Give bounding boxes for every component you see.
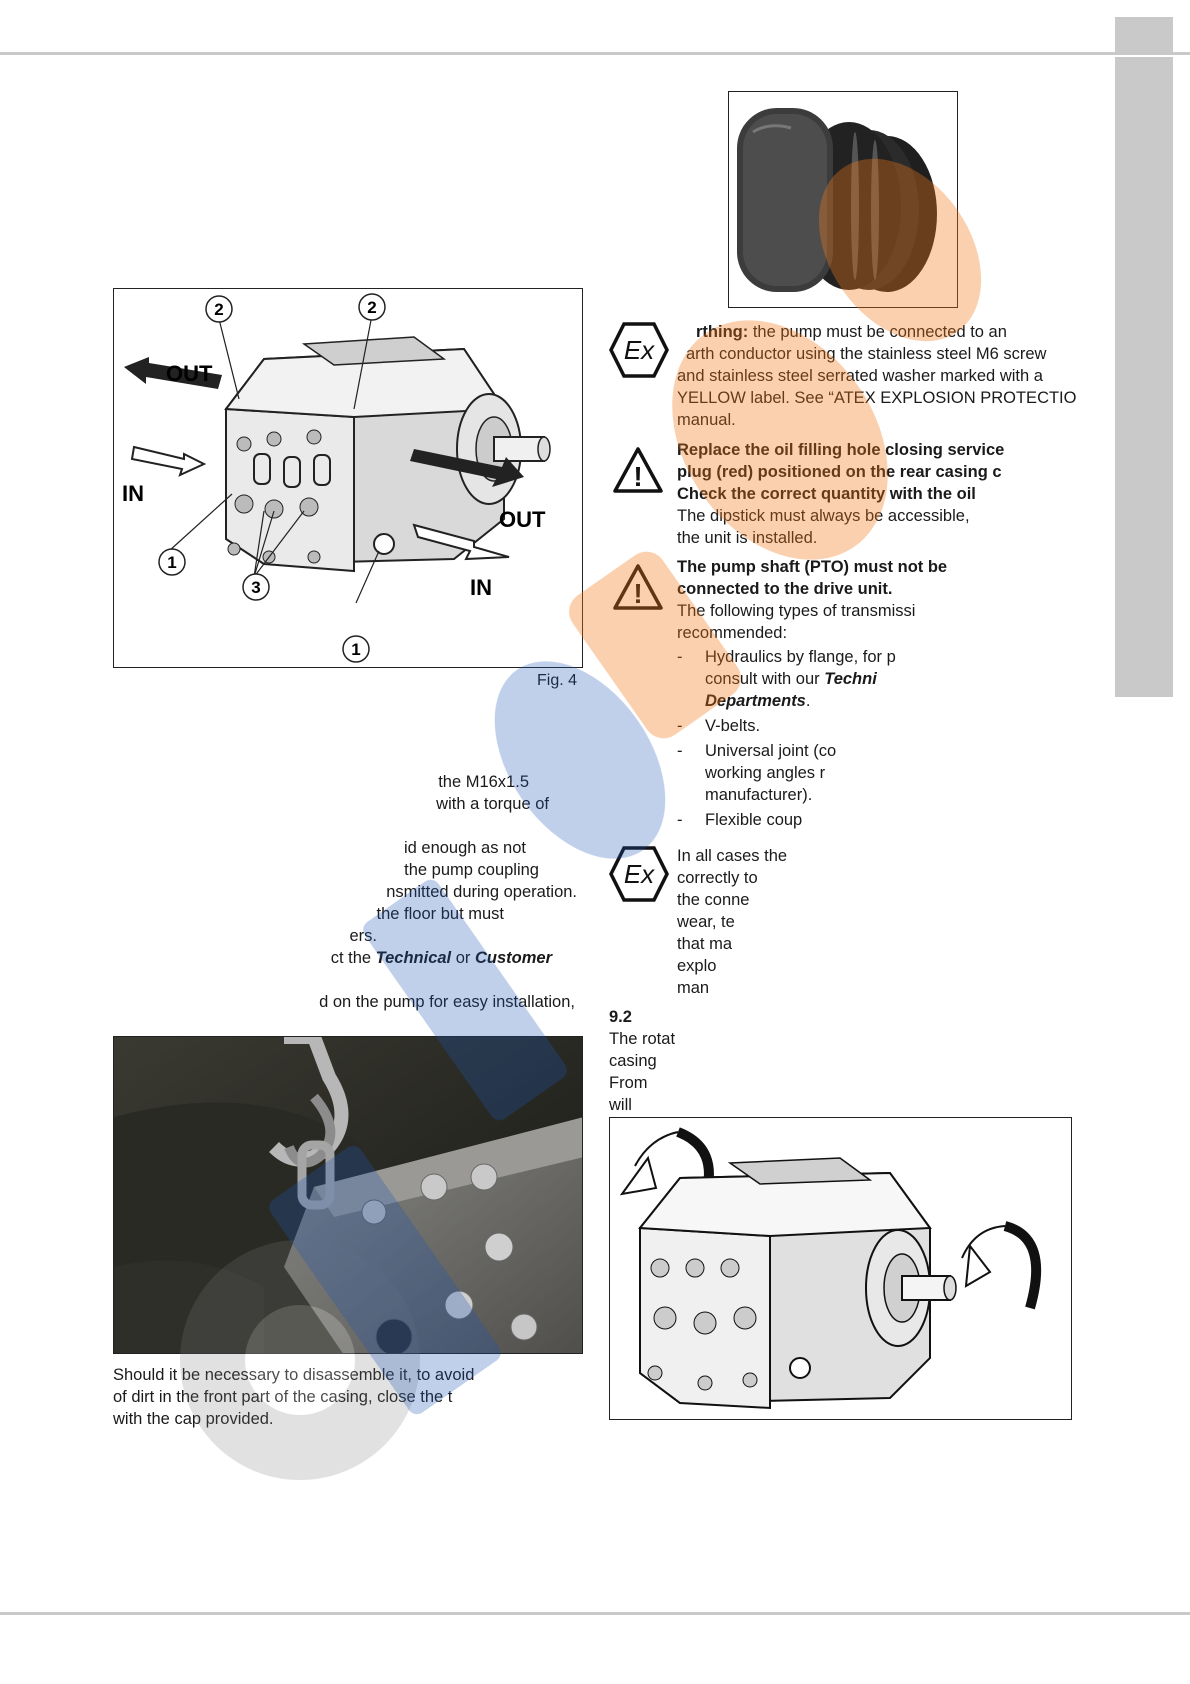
left-line-3: id enough as not [403, 839, 526, 857]
list-dash: - [677, 648, 683, 666]
section-line-2: casing [609, 1052, 657, 1070]
left-line-9: d on the pump for easy installation, [319, 993, 575, 1011]
shaft-bold-2: connected to the drive unit. [677, 580, 893, 598]
chapter-side-tab [1115, 17, 1173, 697]
oil-bold-2: plug (red) positioned on the rear casing c [677, 463, 1002, 481]
left-line-8: ct the Technical or Customer [330, 949, 552, 967]
fig4-label-3: 3 [251, 578, 261, 597]
bottom-para-line-1: Should it be necessary to disassemble it, to avoid [113, 1366, 475, 1384]
section-number: 9.2 [609, 1008, 632, 1026]
left-line-6: the floor but must [376, 905, 504, 923]
left-line-1: the M16x1.5 [438, 773, 529, 791]
plug-photo [728, 91, 958, 308]
shaft-line-3: The following types of transmissi [677, 602, 916, 620]
allcases-line-3: the conne [677, 891, 750, 909]
allcases-line-2: correctly to [677, 869, 758, 887]
list-item-1-line-1: Hydraulics by flange, for p [705, 648, 896, 666]
bottom-rule [0, 1612, 1190, 1615]
list-item-3-line-3: manufacturer). [705, 786, 813, 804]
rotation-direction-figure [609, 1117, 1072, 1420]
technical-dept-link: Technical [375, 949, 452, 967]
list-item-1-line-3: Departments. [705, 692, 811, 710]
fig4-label-2b: 2 [367, 298, 377, 317]
list-item-2: V-belts. [705, 717, 761, 735]
warning-icon [612, 563, 664, 611]
fig4-caption: Fig. 4 [537, 672, 578, 689]
fig4-label-in-left: IN [122, 481, 144, 506]
allcases-line-5: that ma [677, 935, 733, 953]
section-line-3: From [609, 1074, 648, 1092]
list-item-3-line-2: working angles r [705, 764, 826, 782]
lifting-hook-photo [113, 1036, 583, 1354]
svg-text:!: ! [633, 578, 643, 609]
earthing-line-5: manual. [677, 411, 736, 429]
bottom-para-line-3: with the cap provided. [113, 1410, 274, 1428]
allcases-line-4: wear, te [677, 913, 735, 931]
fig4-label-in-right: IN [470, 575, 492, 600]
list-item-1-line-2: consult with our Techni [705, 670, 877, 688]
fig4-label-out-left: OUT [166, 361, 213, 386]
left-line-7: ers. [349, 927, 377, 945]
list-item-3-line-1: Universal joint (co [705, 742, 837, 760]
oil-line-4: The dipstick must always be accessible, [677, 507, 970, 525]
earthing-line-4: YELLOW label. See “ATEX EXPLOSION PROTECTIO [677, 389, 1077, 407]
earthing-line-2: arth conductor using the stainless steel M6 screw [686, 345, 1047, 363]
list-dash: - [677, 717, 683, 735]
left-line-4: the pump coupling [404, 861, 539, 879]
shaft-bold-1: The pump shaft (PTO) must not be [677, 558, 948, 576]
list-dash: - [677, 742, 683, 760]
oil-line-5: the unit is installed. [677, 529, 818, 547]
svg-text:Ex: Ex [623, 335, 655, 365]
allcases-line-7: man [677, 979, 710, 997]
earthing-line-3: and stainless steel serrated washer marked with a [677, 367, 1043, 385]
section-line-4: will [609, 1096, 632, 1114]
fig4-label-out-right: OUT [499, 507, 546, 532]
bottom-para-line-2: of dirt in the front part of the casing, close the t [113, 1388, 453, 1406]
list-item-4: Flexible coup [705, 811, 803, 829]
shaft-line-4: recommended: [677, 624, 788, 642]
warning-icon [612, 446, 664, 494]
section-line-1: The rotat [609, 1030, 676, 1048]
customer-dept-link: Customer [474, 949, 552, 967]
allcases-line-1: In all cases the [677, 847, 788, 865]
left-line-5: nsmitted during operation. [386, 883, 577, 901]
top-rule [0, 52, 1190, 55]
atex-ex-icon [609, 846, 669, 902]
oil-bold-1: Replace the oil filling hole closing service [677, 441, 1005, 459]
atex-ex-icon [609, 322, 669, 378]
figure-4-pump-inlets-outlets [113, 288, 583, 668]
allcases-line-6: explo [677, 957, 717, 975]
list-dash: - [677, 811, 683, 829]
svg-text:!: ! [633, 461, 643, 492]
svg-text:Ex: Ex [623, 859, 655, 889]
fig4-label-2a: 2 [214, 300, 224, 319]
earthing-line-1: rthing: the pump must be connected to an [696, 323, 1007, 341]
left-line-2: with a torque of [436, 795, 549, 813]
oil-bold-3: Check the correct quantity with the oil [677, 485, 976, 503]
fig4-label-1a: 1 [167, 553, 177, 572]
fig4-label-1b: 1 [351, 640, 361, 659]
